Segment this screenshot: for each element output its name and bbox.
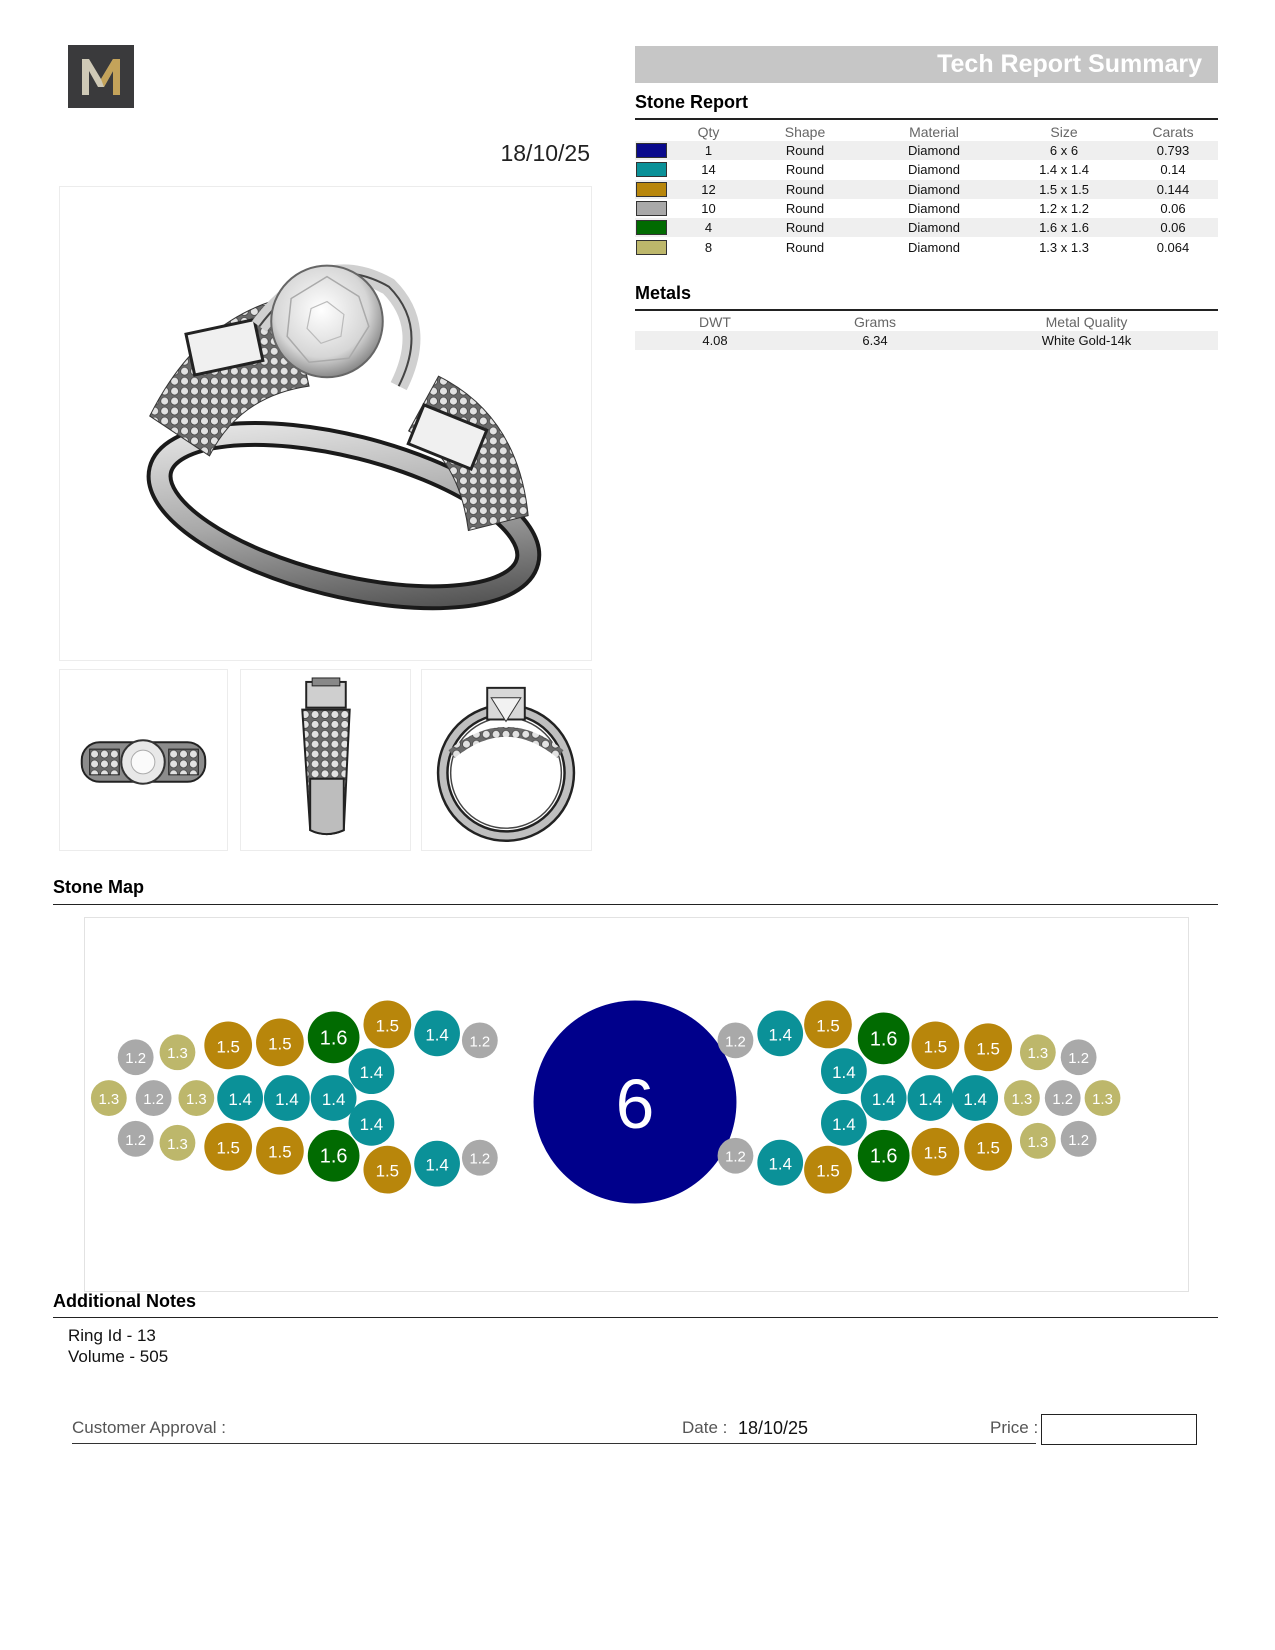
material-cell: Diamond: [907, 220, 961, 236]
material-cell: Diamond: [907, 239, 961, 255]
grams-value: 6.34: [862, 333, 888, 349]
map-stone-label: 1.5: [923, 1143, 948, 1163]
col-size: Size: [1050, 123, 1078, 140]
map-stone-label: 1.5: [816, 1161, 840, 1181]
shape-cell: Round: [785, 220, 825, 236]
approval-date-label: Date :: [682, 1418, 728, 1437]
map-stone-label: 1.4: [963, 1089, 987, 1109]
stone-color-swatch: [636, 162, 667, 177]
approval-date-value: 18/10/25: [738, 1418, 809, 1438]
ring-top-view: [59, 669, 228, 851]
map-stone-label: 1.2: [1052, 1091, 1074, 1109]
map-stone-label: 1.4: [359, 1063, 384, 1083]
stone-report-table: [635, 122, 1218, 257]
ring-front-view: [421, 669, 592, 851]
stone-map: [84, 917, 1189, 1292]
map-stone-label: 1.5: [268, 1034, 292, 1054]
map-stone-label: 1.5: [375, 1161, 400, 1181]
stone-report-rule: [635, 118, 1218, 120]
col-material: Material: [909, 123, 959, 140]
stone-map-heading: Stone Map: [53, 877, 145, 897]
qty-cell: 1: [704, 143, 713, 159]
map-stone-label: 1.3: [1027, 1045, 1049, 1063]
col-grams: Grams: [854, 313, 896, 330]
table-row: [635, 160, 1218, 179]
shape-cell: Round: [785, 162, 825, 178]
dwt-value: 4.08: [702, 333, 728, 349]
metals-heading: Metals: [635, 283, 692, 303]
map-stone-label: 1.2: [125, 1131, 147, 1149]
map-stone-label: 1.3: [185, 1091, 207, 1109]
map-stone-label: 1.2: [469, 1150, 491, 1168]
carats-cell: 0.793: [1156, 143, 1190, 159]
shape-cell: Round: [785, 201, 825, 217]
map-stone-label: 1.3: [1092, 1091, 1113, 1109]
stone-map-canvas: [85, 918, 1188, 1291]
notes-rule: [53, 1317, 1218, 1318]
carats-cell: 0.144: [1156, 181, 1190, 197]
stone-color-swatch: [636, 201, 667, 216]
size-cell: 6 x 6: [1049, 143, 1079, 159]
map-stone-label: 1.4: [768, 1025, 792, 1045]
map-stone-label: 1.3: [1011, 1091, 1033, 1109]
report-date: 18/10/25: [500, 140, 590, 166]
table-row: [635, 141, 1218, 160]
ring-side-view-icon: [241, 670, 410, 850]
ring-perspective-icon: [60, 187, 591, 660]
map-stone-label: 1.5: [375, 1016, 400, 1036]
table-row: [635, 237, 1218, 256]
additional-notes-heading: Additional Notes: [53, 1291, 196, 1311]
map-stone-label: 1.2: [125, 1050, 147, 1068]
map-stone-label: 1.2: [1068, 1131, 1089, 1149]
col-qty: Qty: [697, 123, 720, 140]
shape-cell: Round: [785, 143, 825, 159]
map-stone-label: 1.2: [469, 1033, 491, 1051]
map-stone-label: 1.6: [319, 1145, 348, 1168]
map-stone-label: 1.5: [216, 1037, 240, 1057]
map-stone-label: 1.3: [167, 1135, 188, 1153]
ring-front-view-icon: [422, 670, 591, 850]
metals-table: [635, 312, 1218, 350]
map-stone-label: 1.5: [976, 1039, 1000, 1059]
material-cell: Diamond: [907, 143, 961, 159]
page-title: Tech Report Summary: [937, 50, 1202, 78]
table-row: [635, 331, 1218, 350]
stone-color-swatch: [636, 143, 667, 158]
size-cell: 1.5 x 1.5: [1039, 181, 1089, 197]
size-cell: 1.6 x 1.6: [1039, 220, 1089, 236]
map-stone-label: 1.6: [319, 1027, 348, 1050]
table-header-row: [635, 312, 1218, 331]
note-volume: Volume - 505: [68, 1347, 169, 1366]
title-bar: [635, 46, 1218, 83]
size-cell: 1.2 x 1.2: [1039, 201, 1089, 217]
ring-top-view-icon: [60, 670, 227, 850]
carats-cell: 0.064: [1156, 239, 1190, 255]
qty-cell: 8: [704, 239, 713, 255]
carats-cell: 0.06: [1160, 220, 1186, 236]
carats-cell: 0.06: [1160, 201, 1186, 217]
price-input-box[interactable]: [1041, 1414, 1197, 1445]
note-ring-id: Ring Id - 13: [68, 1326, 156, 1345]
map-stone-label: 1.4: [425, 1025, 449, 1045]
logo-mark-icon: [68, 45, 134, 108]
metal-quality-value: White Gold-14k: [1041, 333, 1132, 349]
qty-cell: 4: [704, 220, 713, 236]
qty-cell: 14: [701, 162, 716, 178]
map-stone-label: 1.2: [725, 1148, 746, 1166]
map-stone-label: 1.4: [321, 1089, 346, 1109]
material-cell: Diamond: [907, 181, 961, 197]
stone-color-swatch: [636, 240, 667, 255]
map-stone-label: 1.5: [976, 1138, 1000, 1158]
table-row: [635, 180, 1218, 199]
size-cell: 1.3 x 1.3: [1039, 239, 1089, 255]
map-stone-label: 1.4: [832, 1063, 856, 1083]
map-stone-label: 1.4: [359, 1114, 384, 1134]
col-metal-quality: Metal Quality: [1045, 313, 1128, 330]
map-stone-label: 1.4: [228, 1089, 252, 1109]
size-cell: 1.4 x 1.4: [1039, 162, 1089, 178]
material-cell: Diamond: [907, 162, 961, 178]
map-stone-label: 1.3: [1027, 1133, 1049, 1151]
map-stone-label: 1.5: [268, 1142, 292, 1162]
map-stone-label: 1.5: [816, 1016, 840, 1036]
map-stone-label: 1.5: [216, 1138, 240, 1158]
map-stone-label: 1.4: [768, 1154, 792, 1174]
map-stone-label: 1.4: [918, 1089, 943, 1109]
carats-cell: 0.14: [1160, 162, 1186, 178]
center-stone-label: 6: [615, 1064, 655, 1143]
stone-color-swatch: [636, 182, 667, 197]
col-carats: Carats: [1152, 123, 1194, 140]
ring-main-render: [59, 186, 592, 661]
company-logo: [68, 45, 134, 108]
stone-color-swatch: [636, 220, 667, 235]
map-stone-label: 1.5: [923, 1037, 948, 1057]
approval-signature-line: [72, 1443, 1036, 1444]
map-stone-label: 1.4: [871, 1089, 896, 1109]
map-stone-label: 1.6: [869, 1145, 898, 1168]
table-header-row: [635, 122, 1218, 141]
map-stone-label: 1.2: [143, 1091, 164, 1109]
map-stone-label: 1.6: [869, 1028, 898, 1051]
customer-approval-label: Customer Approval :: [72, 1418, 227, 1437]
map-stone-label: 1.4: [275, 1089, 299, 1109]
material-cell: Diamond: [907, 201, 961, 217]
map-stone-label: 1.2: [1068, 1050, 1089, 1068]
map-stone-label: 1.3: [98, 1091, 120, 1109]
col-dwt: DWT: [699, 313, 731, 330]
shape-cell: Round: [785, 239, 825, 255]
ring-side-view: [240, 669, 411, 851]
metals-rule: [635, 309, 1218, 311]
map-stone-label: 1.3: [167, 1045, 188, 1063]
map-stone-label: 1.4: [425, 1155, 449, 1175]
table-row: [635, 199, 1218, 218]
table-row: [635, 218, 1218, 237]
price-label: Price :: [990, 1418, 1039, 1437]
map-stone-label: 1.2: [725, 1033, 746, 1051]
map-stone-label: 1.4: [832, 1114, 856, 1134]
stone-map-rule: [53, 904, 1218, 905]
qty-cell: 12: [701, 181, 716, 197]
qty-cell: 10: [701, 201, 716, 217]
col-shape: Shape: [784, 123, 826, 140]
stone-report-heading: Stone Report: [635, 92, 749, 112]
shape-cell: Round: [785, 181, 825, 197]
